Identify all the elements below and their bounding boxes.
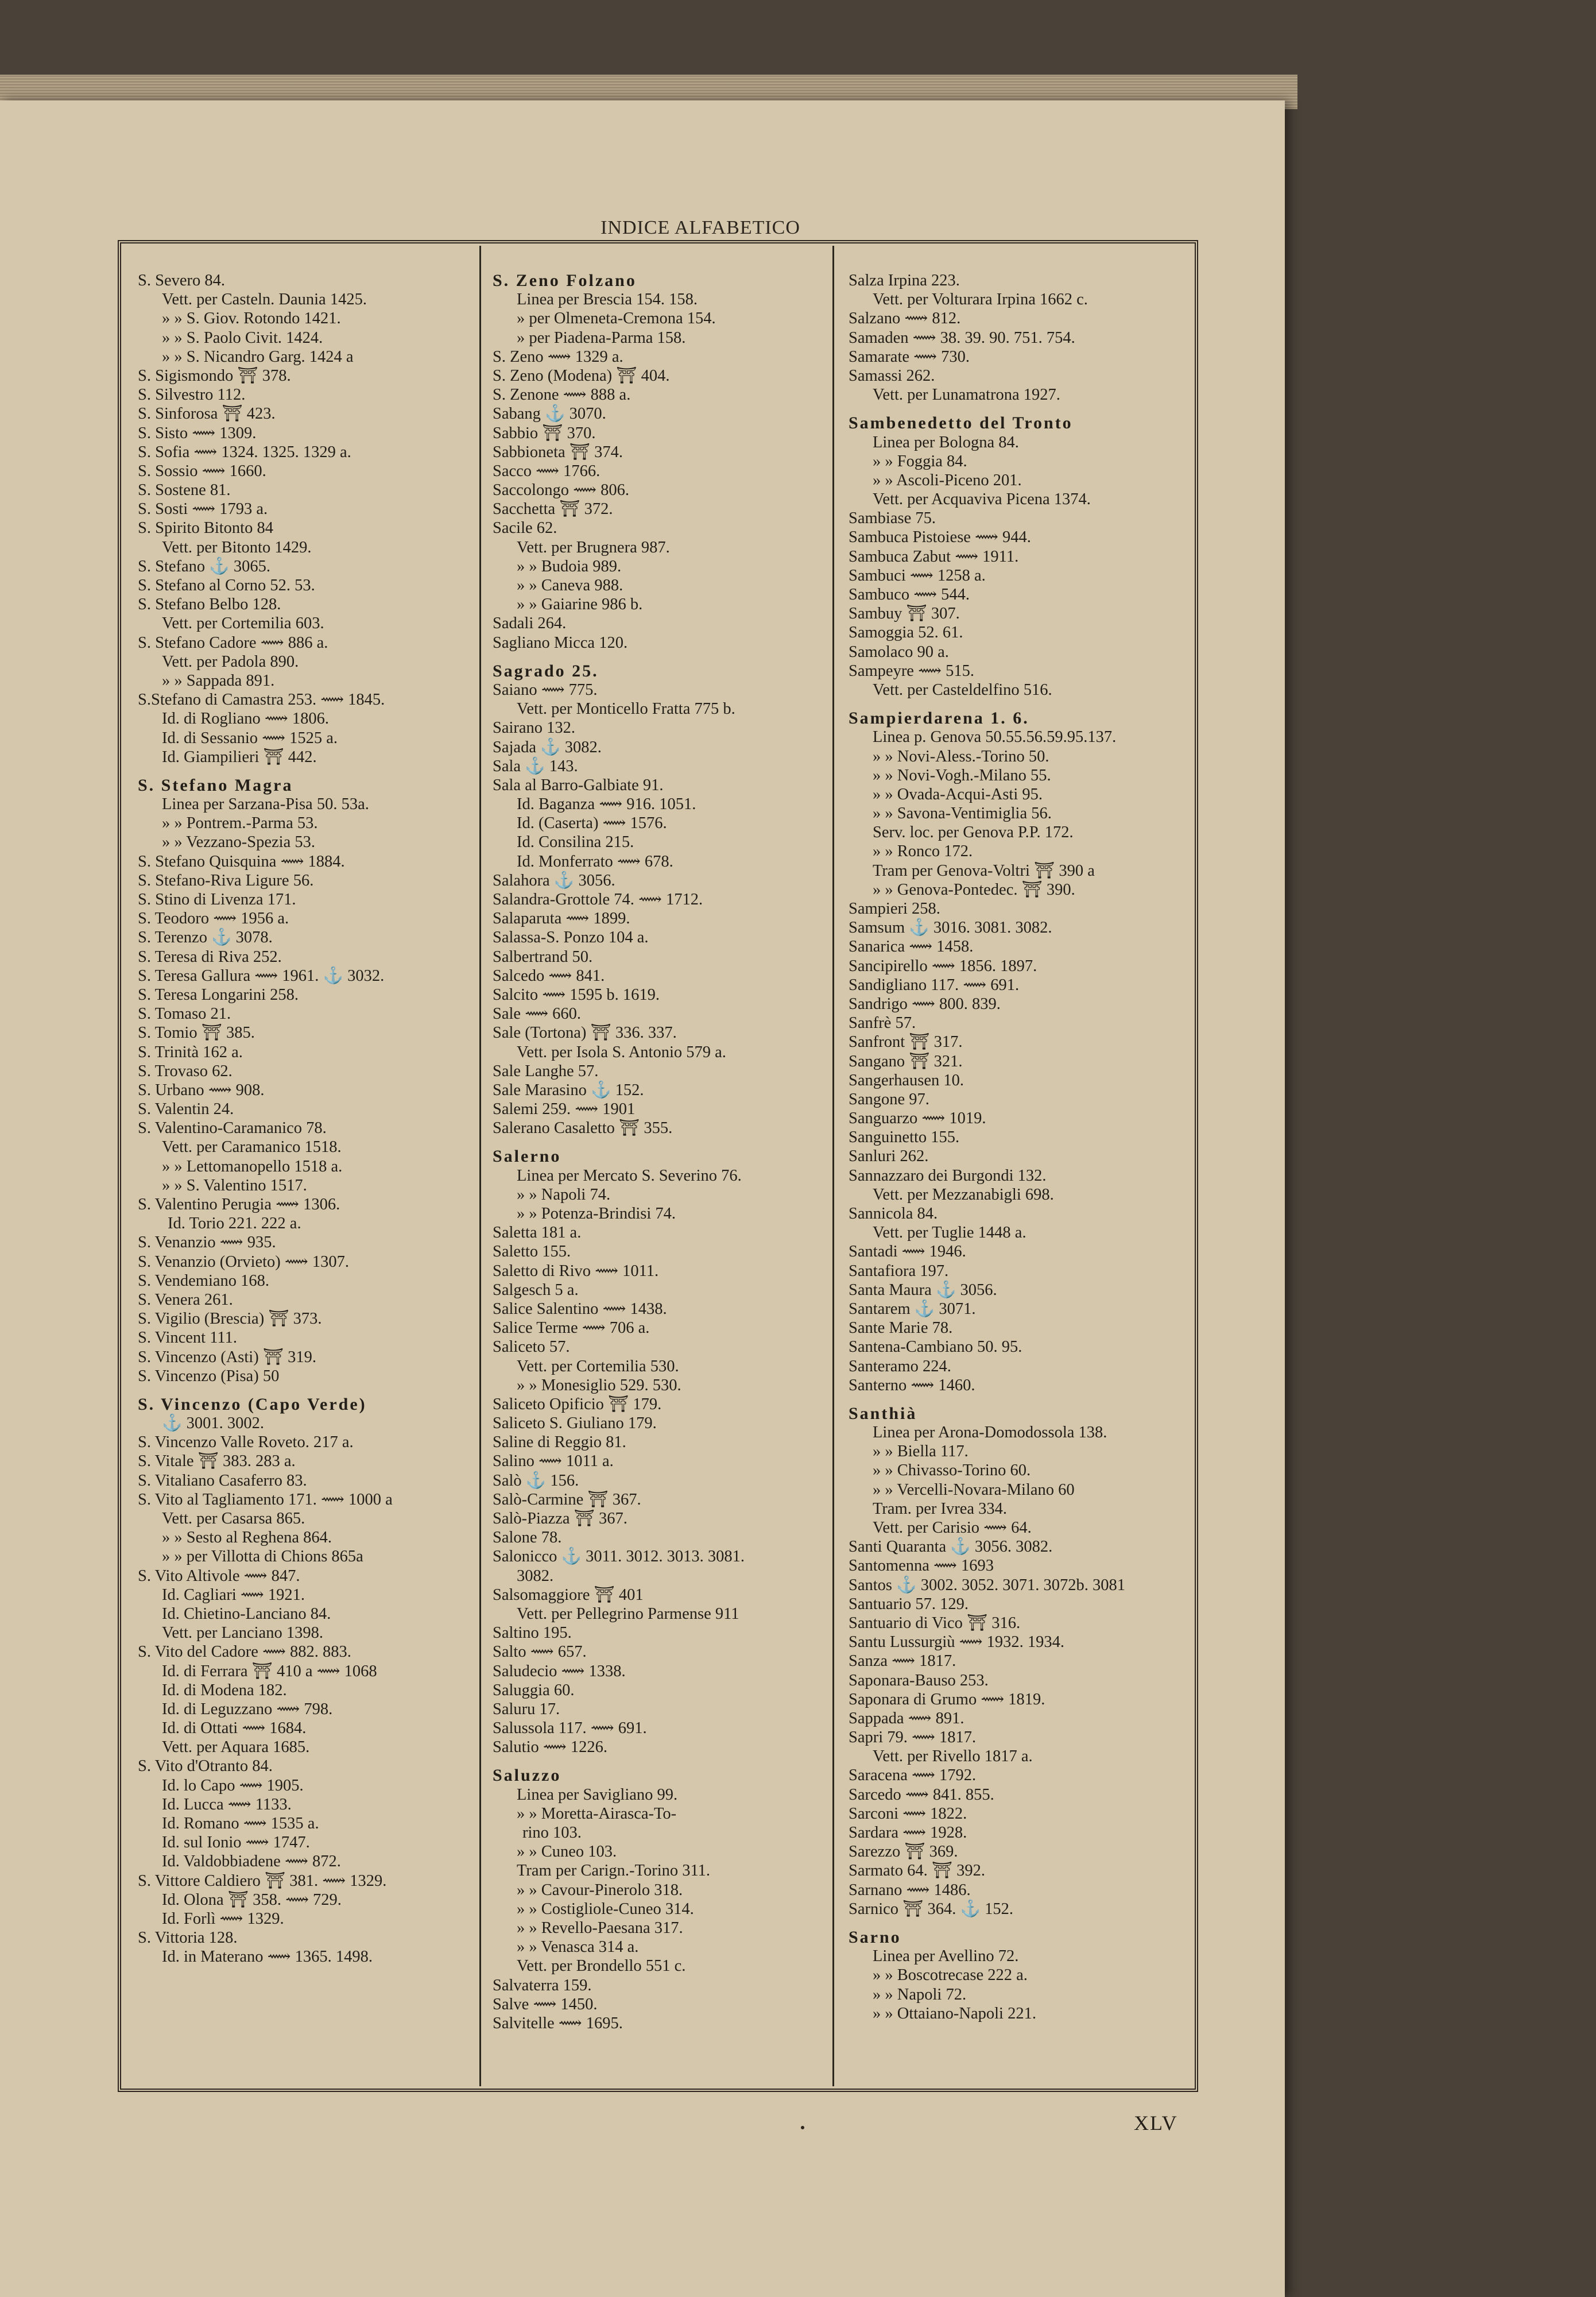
column-rule-1 (479, 246, 481, 2086)
index-entry: Sambuca Pistoiese ⟿ 944. (849, 528, 1031, 547)
index-entry: S. Stefano ⚓ 3065. (138, 557, 271, 575)
index-entry: Santafiora 197. (849, 1262, 949, 1280)
index-entry: Id. Giampilieri ⛩ 442. (162, 748, 317, 766)
index-entry: Saline di Reggio 81. (493, 1433, 626, 1452)
index-entry: Sanza ⟿ 1817. (849, 1652, 956, 1670)
index-entry: » » Chivasso-Torino 60. (873, 1461, 1031, 1480)
index-entry: » » Savona-Ventimiglia 56. (873, 805, 1052, 823)
index-entry: » » Monesiglio 529. 530. (517, 1376, 681, 1394)
index-entry: Vett. per Brugnera 987. (517, 538, 670, 556)
index-entry: Santos ⚓ 3002. 3052. 3071. 3072b. 3081 (849, 1576, 1125, 1594)
index-entry: S. Spirito Bitonto 84 (138, 519, 273, 537)
index-entry: Id. Romano ⟿ 1535 a. (162, 1815, 319, 1832)
index-entry: Vett. per Lanciano 1398. (162, 1624, 323, 1642)
index-entry: S. Zeno (Modena) ⛩ 404. (493, 366, 670, 385)
index-entry: S. Vincenzo (Asti) ⛩ 319. (138, 1348, 316, 1366)
index-entry: Tram per Genova-Voltri ⛩ 390 a (873, 861, 1095, 880)
index-entry: » » Napoli 72. (873, 1985, 967, 2004)
index-heading: Sarno (849, 1927, 901, 1947)
index-entry: Sappada ⟿ 891. (849, 1709, 964, 1727)
index-entry: Sabang ⚓ 3070. (493, 405, 606, 423)
index-entry: Id. lo Capo ⟿ 1905. (162, 1776, 304, 1795)
index-entry: Sannicola 84. (849, 1205, 938, 1223)
index-entry: » » Novi-Aless.-Torino 50. (873, 747, 1049, 765)
index-entry: S. Vittoria 128. (138, 1929, 238, 1947)
index-entry: Saccolongo ⟿ 806. (493, 481, 629, 500)
index-entry: » » Ovada-Acqui-Asti 95. (873, 785, 1043, 803)
index-entry: S. Urbano ⟿ 908. (138, 1081, 265, 1099)
index-entry: S. Vendemiano 168. (138, 1271, 270, 1290)
index-entry: Santeramo 224. (849, 1357, 951, 1375)
index-entry: Serv. loc. per Genova P.P. 172. (873, 823, 1074, 842)
index-entry: Sampeyre ⟿ 515. (849, 662, 974, 680)
index-entry: Vett. per Aquara 1685. (162, 1738, 310, 1757)
index-entry: » per Piadena-Parma 158. (517, 328, 686, 347)
index-entry: Sadali 264. (493, 614, 567, 633)
index-entry: S. Stefano Belbo 128. (138, 595, 281, 614)
index-entry: » » Vercelli-Novara-Milano 60 (873, 1480, 1075, 1499)
index-entry: Vett. per Cortemilia 530. (517, 1357, 679, 1375)
index-entry: Sanguinetto 155. (849, 1128, 960, 1147)
index-entry: Sanluri 262. (849, 1147, 929, 1166)
index-entry: S. Terenzo ⚓ 3078. (138, 929, 273, 947)
index-entry: Salcedo ⟿ 841. (493, 966, 605, 985)
index-entry: » » Budoia 989. (517, 557, 622, 575)
index-entry: Id. di Leguzzano ⟿ 798. (162, 1700, 333, 1718)
index-entry: Id. di Modena 182. (162, 1681, 287, 1699)
index-entry: Tram. per Ivrea 334. (873, 1499, 1008, 1518)
index-entry: Saletto di Rivo ⟿ 1011. (493, 1262, 659, 1280)
index-entry: Samolaco 90 a. (849, 643, 949, 661)
index-entry: Saliceto Opificio ⛩ 179. (493, 1395, 662, 1413)
index-entry: Salice Terme ⟿ 706 a. (493, 1319, 650, 1337)
index-column-3 (849, 271, 1170, 2023)
index-entry: Salaparuta ⟿ 1899. (493, 910, 630, 928)
index-entry: Sante Marie 78. (849, 1319, 953, 1337)
index-entry: Salandra-Grottole 74. ⟿ 1712. (493, 891, 703, 908)
index-entry: S. Teodoro ⟿ 1956 a. (138, 910, 289, 928)
index-entry: S. Valentin 24. (138, 1100, 234, 1119)
index-entry: Id. Lucca ⟿ 1133. (162, 1795, 292, 1813)
index-entry: Sambuci ⟿ 1258 a. (849, 566, 986, 585)
index-entry: Sarezzo ⛩ 369. (849, 1843, 958, 1861)
index-entry: Id. in Materano ⟿ 1365. 1498. (162, 1948, 373, 1966)
index-entry: Id. Baganza ⟿ 916. 1051. (517, 795, 696, 814)
index-entry: » » Caneva 988. (517, 577, 623, 594)
index-entry: » » Biella 117. (873, 1443, 969, 1461)
index-entry: Linea per Savigliano 99. (517, 1785, 678, 1804)
index-entry: Id. Monferrato ⟿ 678. (517, 852, 673, 871)
index-entry: Santadi ⟿ 1946. (849, 1243, 966, 1261)
running-head: INDICE ALFABETICO (601, 217, 800, 238)
index-entry: Santuario di Vico ⛩ 316. (849, 1614, 1021, 1632)
index-entry: Saletto 155. (493, 1243, 571, 1261)
index-entry: Santerno ⟿ 1460. (849, 1376, 975, 1394)
index-entry: Sandigliano 117. ⟿ 691. (849, 976, 1020, 994)
index-entry: S.Stefano di Camastra 253. ⟿ 1845. (138, 691, 385, 709)
index-entry: » » S. Giov. Rotondo 1421. (162, 310, 341, 328)
index-entry: Sannazzaro dei Burgondi 132. (849, 1166, 1047, 1185)
index-entry: Salone 78. (493, 1529, 562, 1547)
index-entry: 3082. (517, 1567, 554, 1585)
index-entry: » » S. Nicandro Garg. 1424 a (162, 347, 354, 366)
index-entry: Sangone 97. (849, 1090, 929, 1108)
index-entry: Vett. per Monticello Fratta 775 b. (517, 700, 735, 718)
index-entry: » » Genova-Pontedec. ⛩ 390. (873, 880, 1075, 899)
index-entry: S. Stino di Livenza 171. (138, 891, 296, 908)
index-entry: S. Vincenzo (Pisa) 50 (138, 1367, 280, 1385)
index-entry: S. Vito Altivole ⟿ 847. (138, 1567, 300, 1585)
index-entry: Vett. per Casteldelfino 516. (873, 680, 1052, 699)
index-entry: » » Venasca 314 a. (517, 1938, 639, 1956)
index-entry: Tram per Carign.-Torino 311. (517, 1862, 711, 1880)
index-entry: Vett. per Isola S. Antonio 579 a. (517, 1043, 726, 1061)
index-entry: rino 103. (522, 1824, 582, 1842)
index-entry: Saluggia 60. (493, 1681, 575, 1699)
index-column-1 (138, 271, 459, 1967)
index-entry: Santena-Cambiano 50. 95. (849, 1338, 1022, 1356)
index-entry: Vett. per Lunamatrona 1927. (873, 386, 1060, 404)
index-entry: Id. Valdobbiadene ⟿ 872. (162, 1853, 341, 1871)
index-entry: Salino ⟿ 1011 a. (493, 1452, 614, 1471)
index-entry: » » Ascoli-Piceno 201. (873, 471, 1022, 489)
index-heading: S. Vincenzo (Capo Verde) (138, 1394, 367, 1414)
index-entry: S. Sofia ⟿ 1324. 1325. 1329 a. (138, 443, 351, 461)
index-entry: Sarmato 64. ⛩ 392. (849, 1862, 986, 1880)
index-entry: Sacchetta ⛩ 372. (493, 500, 613, 519)
index-entry: S. Teresa di Riva 252. (138, 948, 282, 966)
index-entry: Id. Chietino-Lanciano 84. (162, 1604, 331, 1623)
index-entry: Vett. per Brondello 551 c. (517, 1957, 686, 1975)
index-entry: Id. di Ferrara ⛩ 410 a ⟿ 1068 (162, 1662, 377, 1680)
index-entry: S. Sosti ⟿ 1793 a. (138, 500, 268, 519)
index-entry: Linea per Sarzana-Pisa 50. 53a. (162, 795, 369, 814)
index-entry: Saletta 181 a. (493, 1224, 582, 1242)
index-entry: S. Sostene 81. (138, 481, 231, 500)
index-entry: Salve ⟿ 1450. (493, 1995, 598, 2013)
index-entry: Linea per Mercato S. Severino 76. (517, 1166, 742, 1185)
index-entry: Vett. per Padola 890. (162, 652, 299, 671)
index-entry: » » Costigliole-Cuneo 314. (517, 1900, 694, 1918)
printer-mark (801, 2126, 804, 2129)
index-entry: Samsum ⚓ 3016. 3081. 3082. (849, 919, 1052, 937)
index-entry: » » Sappada 891. (162, 671, 275, 690)
index-entry: Santi Quaranta ⚓ 3056. 3082. (849, 1538, 1053, 1556)
index-entry: Vett. per Casarsa 865. (162, 1510, 305, 1528)
index-entry: Sarcedo ⟿ 841. 855. (849, 1785, 994, 1804)
index-entry: » » Revello-Paesana 317. (517, 1919, 683, 1937)
index-entry: S. Vito al Tagliamento 171. ⟿ 1000 a (138, 1490, 393, 1509)
index-entry: Salgesch 5 a. (493, 1281, 579, 1299)
index-entry: S. Stefano Quisquina ⟿ 1884. (138, 852, 345, 871)
index-entry: Id. (Caserta) ⟿ 1576. (517, 814, 667, 833)
index-entry: Saponara di Grumo ⟿ 1819. (849, 1690, 1045, 1708)
index-entry: Id. Forlì ⟿ 1329. (162, 1909, 284, 1928)
index-entry: » » S. Paolo Civit. 1424. (162, 328, 323, 347)
index-entry: Santomenna ⟿ 1693 (849, 1557, 994, 1575)
index-entry: S. Vitaliano Casaferro 83. (138, 1471, 307, 1490)
index-entry: Vett. per Bitonto 1429. (162, 538, 312, 556)
index-entry: Sambuca Zabut ⟿ 1911. (849, 547, 1019, 566)
index-entry: S. Valentino Perugia ⟿ 1306. (138, 1196, 340, 1213)
index-heading: Salerno (493, 1147, 561, 1166)
index-entry: Sairano 132. (493, 719, 576, 737)
index-entry: Linea per Arona-Domodossola 138. (873, 1424, 1107, 1442)
index-entry: S. Tomaso 21. (138, 1005, 231, 1023)
index-entry: Sandrigo ⟿ 800. 839. (849, 995, 1001, 1013)
index-entry: Sacco ⟿ 1766. (493, 462, 601, 480)
index-heading: S. Zeno Folzano (493, 271, 637, 290)
index-entry: Saracena ⟿ 1792. (849, 1766, 977, 1785)
index-entry: Santarem ⚓ 3071. (849, 1300, 976, 1318)
index-entry: Vett. per Mezzanabigli 698. (873, 1185, 1054, 1204)
index-entry: S. Silvestro 112. (138, 386, 246, 404)
index-entry: Santa Maura ⚓ 3056. (849, 1281, 997, 1299)
index-entry: » » Potenza-Brindisi 74. (517, 1205, 676, 1223)
index-entry: Linea p. Genova 50.55.56.59.95.137. (873, 728, 1117, 747)
index-entry: Salsomaggiore ⛩ 401 (493, 1586, 644, 1604)
index-entry: Sambiase 75. (849, 509, 936, 528)
index-entry: Id. Cagliari ⟿ 1921. (162, 1586, 305, 1604)
index-entry: S. Venanzio ⟿ 935. (138, 1233, 276, 1252)
index-entry: Sanguarzo ⟿ 1019. (849, 1109, 986, 1128)
index-entry: » » Sesto al Reghena 864. (162, 1529, 332, 1547)
index-heading: Sampierdarena 1. 6. (849, 709, 1029, 728)
index-entry: Sarnano ⟿ 1486. (849, 1881, 971, 1899)
index-entry: Id. Olona ⛩ 358. ⟿ 729. (162, 1890, 342, 1909)
index-entry: Sarnico ⛩ 364. ⚓ 152. (849, 1900, 1013, 1918)
index-entry: S. Vito d'Otranto 84. (138, 1757, 273, 1776)
index-entry: Saltino 195. (493, 1624, 572, 1642)
index-entry: Sale (Tortona) ⛩ 336. 337. (493, 1024, 677, 1042)
index-entry: Vett. per Carisio ⟿ 64. (873, 1519, 1032, 1537)
index-entry: Salvitelle ⟿ 1695. (493, 2014, 623, 2032)
index-entry: Vett. per Caramanico 1518. (162, 1138, 342, 1157)
index-entry: Samaden ⟿ 38. 39. 90. 751. 754. (849, 328, 1075, 347)
index-entry: Vett. per Volturara Irpina 1662 c. (873, 291, 1088, 309)
index-entry: S. Vitale ⛩ 383. 283 a. (138, 1452, 296, 1471)
index-entry: Sarconi ⟿ 1822. (849, 1804, 967, 1823)
index-entry: S. Zenone ⟿ 888 a. (493, 386, 631, 404)
index-entry: Samarate ⟿ 730. (849, 347, 970, 366)
index-entry: Salò-Piazza ⛩ 367. (493, 1510, 627, 1528)
index-entry: Id. di Sessanio ⟿ 1525 a. (162, 729, 338, 747)
index-entry: Sanfrè 57. (849, 1014, 916, 1033)
index-entry: Sala ⚓ 143. (493, 757, 578, 775)
index-entry: Sambuco ⟿ 544. (849, 586, 970, 604)
index-entry: Salutio ⟿ 1226. (493, 1738, 607, 1757)
index-entry: Sangano ⛩ 321. (849, 1052, 963, 1070)
index-entry: » » Vezzano-Spezia 53. (162, 833, 315, 852)
index-entry: Sabbio ⛩ 370. (493, 424, 596, 442)
index-entry: Salemi 259. ⟿ 1901 (493, 1100, 636, 1119)
index-entry: Saliceto 57. (493, 1338, 570, 1356)
index-entry: S. Stefano-Riva Ligure 56. (138, 871, 314, 890)
index-entry: S. Vincent 111. (138, 1329, 237, 1347)
index-entry: S. Vittore Caldiero ⛩ 381. ⟿ 1329. (138, 1871, 387, 1890)
index-heading: S. Stefano Magra (138, 775, 293, 795)
index-entry: S. Venanzio (Orvieto) ⟿ 1307. (138, 1252, 350, 1271)
index-entry: Id. sul Ionio ⟿ 1747. (162, 1834, 310, 1852)
index-column-2 (493, 271, 814, 2033)
index-entry: S. Teresa Longarini 258. (138, 985, 299, 1004)
index-entry: S. Sigismondo ⛩ 378. (138, 366, 291, 385)
index-entry: Salbertrand 50. (493, 948, 593, 966)
index-entry: Sagliano Micca 120. (493, 633, 628, 652)
index-entry: Saluru 17. (493, 1700, 560, 1718)
index-entry: Samassi 262. (849, 366, 935, 385)
index-entry: Sambuy ⛩ 307. (849, 605, 960, 623)
index-entry: » » Foggia 84. (873, 452, 967, 470)
index-entry: S. Vito del Cadore ⟿ 882. 883. (138, 1643, 351, 1661)
index-heading: Sambenedetto del Tronto (849, 413, 1073, 433)
index-entry: Linea per Bologna 84. (873, 433, 1019, 451)
index-entry: S. Zeno ⟿ 1329 a. (493, 347, 623, 366)
index-entry: Santuario 57. 129. (849, 1595, 969, 1613)
index-entry: Salerano Casaletto ⛩ 355. (493, 1119, 673, 1138)
index-entry: Sapri 79. ⟿ 1817. (849, 1728, 977, 1747)
index-entry: Vett. per Tuglie 1448 a. (873, 1224, 1026, 1242)
index-entry: Sardara ⟿ 1928. (849, 1824, 967, 1842)
index-entry: » » Moretta-Airasca-To- (517, 1804, 677, 1823)
index-entry: Sabbioneta ⛩ 374. (493, 443, 623, 461)
index-heading: Saluzzo (493, 1766, 561, 1785)
index-entry: Sacile 62. (493, 519, 557, 537)
index-entry: S. Sisto ⟿ 1309. (138, 424, 257, 442)
index-entry: Salussola 117. ⟿ 691. (493, 1719, 647, 1738)
index-entry: S. Severo 84. (138, 272, 225, 289)
index-entry: ⚓ 3001. 3002. (162, 1414, 264, 1433)
index-entry: S. Stefano al Corno 52. 53. (138, 577, 315, 594)
index-entry: S. Trovaso 62. (138, 1062, 233, 1080)
index-entry: Sajada ⚓ 3082. (493, 738, 602, 756)
index-entry: Vett. per Casteln. Daunia 1425. (162, 291, 367, 309)
index-entry: Samoggia 52. 61. (849, 624, 963, 642)
index-entry: » » per Villotta di Chions 865a (162, 1548, 363, 1566)
index-entry: Salahora ⚓ 3056. (493, 871, 615, 890)
index-entry: Linea per Brescia 154. 158. (517, 291, 698, 309)
index-entry: » » Gaiarine 986 b. (517, 595, 643, 614)
index-entry: Sale ⟿ 660. (493, 1005, 582, 1023)
index-entry: Sala al Barro-Galbiate 91. (493, 776, 664, 794)
index-entry: » per Olmeneta-Cremona 154. (517, 310, 716, 328)
index-entry: » » Novi-Vogh.-Milano 55. (873, 766, 1051, 784)
index-entry: Id. Torio 221. 222 a. (168, 1215, 301, 1233)
index-entry: Salzano ⟿ 812. (849, 310, 961, 328)
index-entry: Sampieri 258. (849, 900, 940, 918)
index-entry: » » Boscotrecase 222 a. (873, 1966, 1028, 1985)
index-heading: Sagrado 25. (493, 661, 599, 680)
index-entry: Sanfront ⛩ 317. (849, 1033, 963, 1051)
index-entry: Salvaterra 159. (493, 1976, 592, 1994)
index-entry: Id. Consilina 215. (517, 833, 634, 852)
index-entry: » » Napoli 74. (517, 1185, 611, 1204)
index-entry: Vett. per Pellegrino Parmense 911 (517, 1604, 739, 1623)
index-entry: Sancipirello ⟿ 1856. 1897. (849, 957, 1037, 975)
index-entry: Salassa-S. Ponzo 104 a. (493, 929, 649, 947)
column-rule-2 (832, 246, 834, 2086)
index-entry: Vett. per Rivello 1817 a. (873, 1747, 1033, 1766)
index-entry: » » Ottaiano-Napoli 221. (873, 2004, 1036, 2023)
index-entry: Sale Langhe 57. (493, 1062, 599, 1080)
index-entry: S. Vigilio (Brescia) ⛩ 373. (138, 1310, 322, 1328)
index-entry: Sale Marasino ⚓ 152. (493, 1081, 644, 1099)
index-entry: » » Ronco 172. (873, 842, 973, 861)
index-entry: Vett. per Acquaviva Picena 1374. (873, 490, 1091, 509)
index-entry: Linea per Avellino 72. (873, 1947, 1019, 1966)
index-entry: Saludecio ⟿ 1338. (493, 1662, 626, 1680)
index-entry: Id. di Ottati ⟿ 1684. (162, 1719, 307, 1738)
index-entry: » » S. Valentino 1517. (162, 1176, 307, 1194)
index-entry: S. Sinforosa ⛩ 423. (138, 405, 276, 423)
index-entry: S. Vincenzo Valle Roveto. 217 a. (138, 1433, 354, 1452)
index-entry: Vett. per Cortemilia 603. (162, 614, 324, 633)
index-entry: Salza Irpina 223. (849, 272, 960, 289)
index-entry: Saliceto S. Giuliano 179. (493, 1414, 657, 1433)
index-entry: S. Teresa Gallura ⟿ 1961. ⚓ 3032. (138, 966, 385, 985)
index-entry: » » Cavour-Pinerolo 318. (517, 1881, 683, 1899)
index-entry: Id. di Rogliano ⟿ 1806. (162, 710, 330, 728)
index-entry: » » Pontrem.-Parma 53. (162, 814, 318, 833)
index-entry: » » Lettomanopello 1518 a. (162, 1157, 343, 1175)
index-entry: S. Sossio ⟿ 1660. (138, 462, 266, 480)
index-entry: » » Cuneo 103. (517, 1843, 617, 1861)
index-entry: Salò-Carmine ⛩ 367. (493, 1490, 641, 1509)
index-entry: Salcito ⟿ 1595 b. 1619. (493, 985, 660, 1004)
index-entry: S. Venera 261. (138, 1290, 233, 1309)
index-entry: Sanarica ⟿ 1458. (849, 938, 974, 956)
index-entry: Saiano ⟿ 775. (493, 680, 598, 699)
index-entry: Salice Salentino ⟿ 1438. (493, 1300, 667, 1318)
page-number: XLV (1134, 2112, 1178, 2134)
index-entry: S. Tomio ⛩ 385. (138, 1024, 255, 1042)
index-entry: Salto ⟿ 657. (493, 1643, 587, 1661)
index-entry: S. Valentino-Caramanico 78. (138, 1119, 327, 1138)
index-entry: Salonicco ⚓ 3011. 3012. 3013. 3081. (493, 1548, 745, 1566)
index-entry: S. Stefano Cadore ⟿ 886 a. (138, 633, 328, 652)
index-entry: Saponara-Bauso 253. (849, 1671, 989, 1689)
index-heading: Santhià (849, 1403, 917, 1423)
index-entry: S. Trinità 162 a. (138, 1043, 243, 1061)
index-entry: Santu Lussurgiù ⟿ 1932. 1934. (849, 1633, 1065, 1652)
index-entry: Salò ⚓ 156. (493, 1471, 579, 1490)
index-entry: Sangerhausen 10. (849, 1071, 964, 1089)
